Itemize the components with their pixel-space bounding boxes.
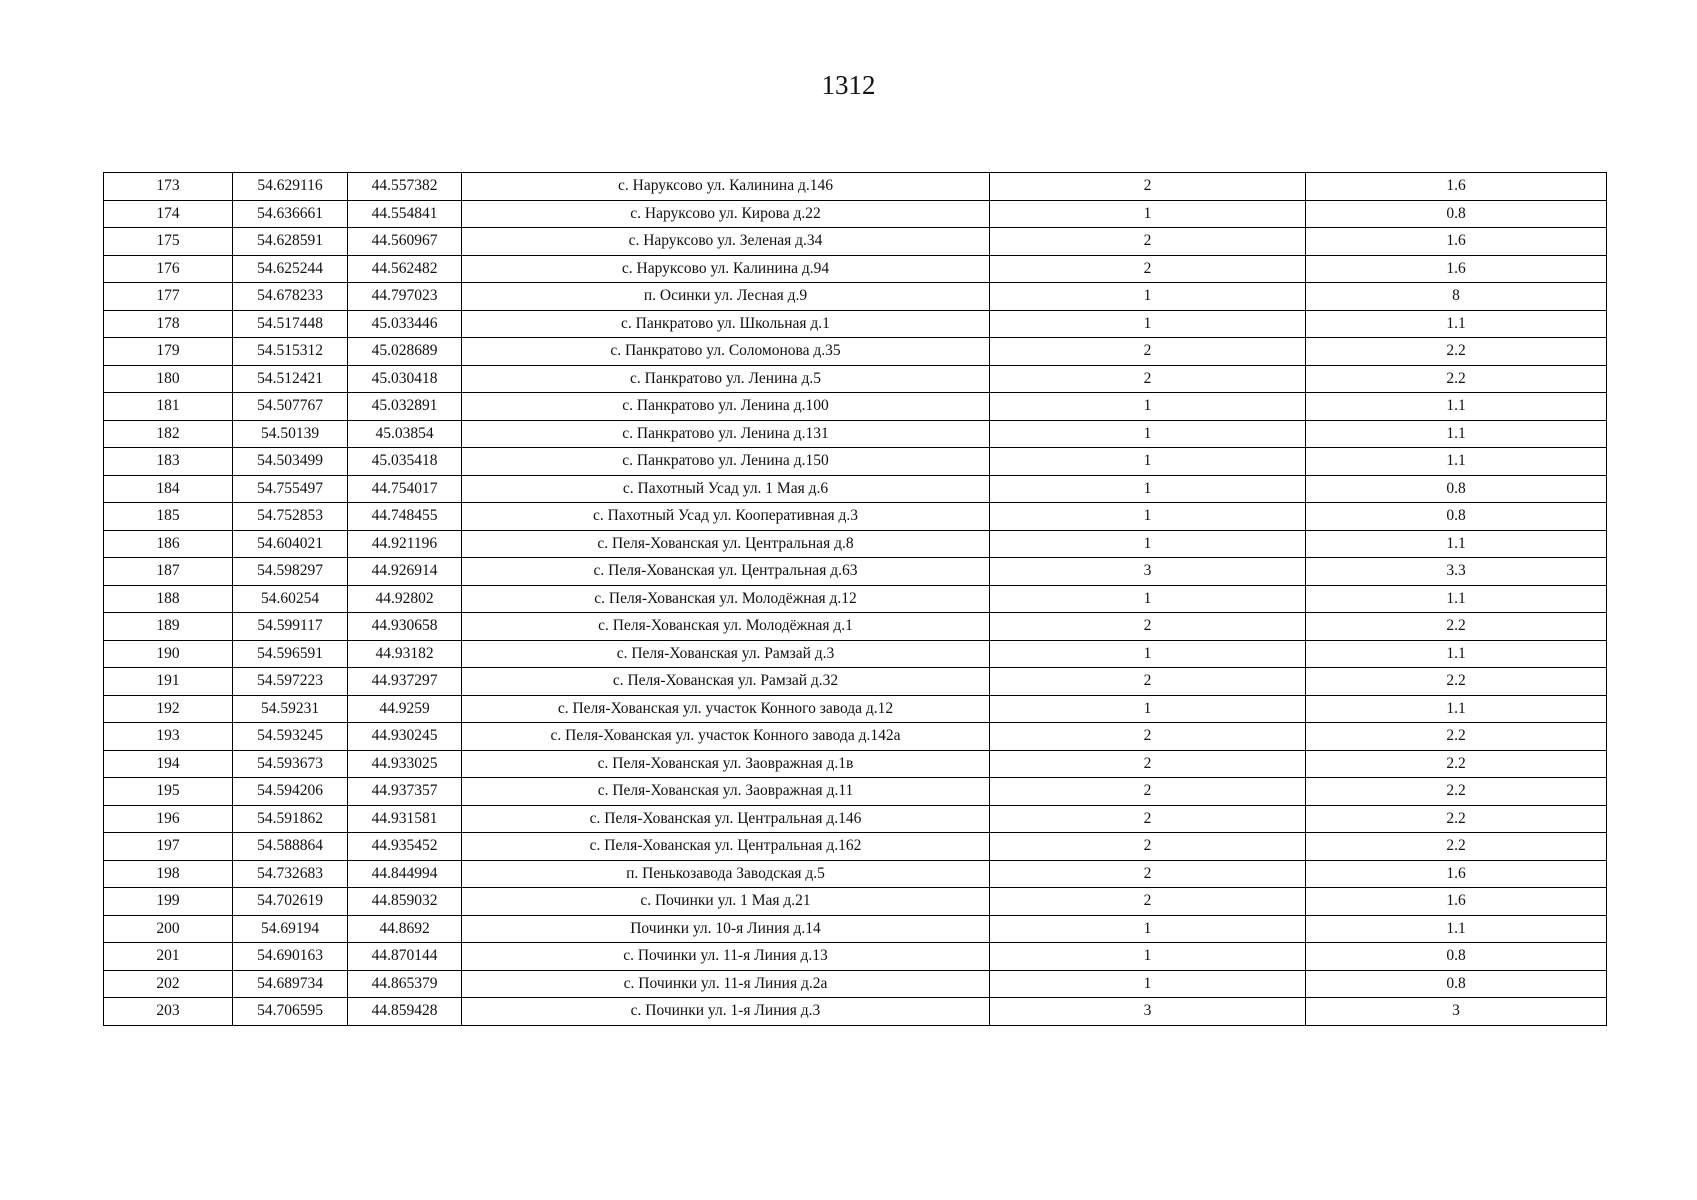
row-number-cell: 173 bbox=[104, 173, 233, 201]
table-row bbox=[104, 448, 1607, 476]
address-cell: п. Пенькозавода Заводская д.5 bbox=[462, 860, 990, 888]
volume-cell: 2.2 bbox=[1306, 338, 1607, 366]
longitude-cell: 44.844994 bbox=[348, 860, 462, 888]
row-number-cell: 188 bbox=[104, 585, 233, 613]
volume-cell: 1.1 bbox=[1306, 585, 1607, 613]
table-row bbox=[104, 283, 1607, 311]
count-cell: 1 bbox=[990, 393, 1306, 421]
latitude-cell: 54.706595 bbox=[233, 998, 348, 1026]
longitude-cell: 45.028689 bbox=[348, 338, 462, 366]
address-cell: с. Пеля-Хованская ул. участок Конного завода д.142а bbox=[462, 723, 990, 751]
address-cell: с. Пеля-Хованская ул. Центральная д.162 bbox=[462, 833, 990, 861]
longitude-cell: 44.859032 bbox=[348, 888, 462, 916]
volume-cell: 1.6 bbox=[1306, 255, 1607, 283]
row-number-cell: 196 bbox=[104, 805, 233, 833]
table-row bbox=[104, 833, 1607, 861]
volume-cell: 2.2 bbox=[1306, 833, 1607, 861]
address-cell: с. Починки ул. 1 Мая д.21 bbox=[462, 888, 990, 916]
count-cell: 2 bbox=[990, 750, 1306, 778]
address-cell: с. Панкратово ул. Ленина д.150 bbox=[462, 448, 990, 476]
latitude-cell: 54.59231 bbox=[233, 695, 348, 723]
volume-cell: 2.2 bbox=[1306, 668, 1607, 696]
row-number-cell: 178 bbox=[104, 310, 233, 338]
row-number-cell: 200 bbox=[104, 915, 233, 943]
count-cell: 2 bbox=[990, 255, 1306, 283]
latitude-cell: 54.690163 bbox=[233, 943, 348, 971]
count-cell: 2 bbox=[990, 833, 1306, 861]
count-cell: 2 bbox=[990, 668, 1306, 696]
row-number-cell: 186 bbox=[104, 530, 233, 558]
table-row bbox=[104, 888, 1607, 916]
address-cell: Починки ул. 10-я Линия д.14 bbox=[462, 915, 990, 943]
volume-cell: 1.1 bbox=[1306, 448, 1607, 476]
count-cell: 2 bbox=[990, 888, 1306, 916]
volume-cell: 2.2 bbox=[1306, 778, 1607, 806]
table-row bbox=[104, 585, 1607, 613]
longitude-cell: 44.933025 bbox=[348, 750, 462, 778]
address-cell: с. Пеля-Хованская ул. Заовражная д.11 bbox=[462, 778, 990, 806]
address-cell: с. Наруксово ул. Калинина д.94 bbox=[462, 255, 990, 283]
row-number-cell: 184 bbox=[104, 475, 233, 503]
row-number-cell: 185 bbox=[104, 503, 233, 531]
latitude-cell: 54.507767 bbox=[233, 393, 348, 421]
table-body bbox=[104, 173, 1607, 1026]
volume-cell: 0.8 bbox=[1306, 475, 1607, 503]
volume-cell: 2.2 bbox=[1306, 365, 1607, 393]
address-cell: с. Пеля-Хованская ул. Заовражная д.1в bbox=[462, 750, 990, 778]
longitude-cell: 44.930658 bbox=[348, 613, 462, 641]
count-cell: 1 bbox=[990, 585, 1306, 613]
longitude-cell: 44.92802 bbox=[348, 585, 462, 613]
row-number-cell: 199 bbox=[104, 888, 233, 916]
volume-cell: 1.6 bbox=[1306, 888, 1607, 916]
address-cell: с. Панкратово ул. Ленина д.131 bbox=[462, 420, 990, 448]
address-cell: с. Пеля-Хованская ул. Центральная д.63 bbox=[462, 558, 990, 586]
latitude-cell: 54.517448 bbox=[233, 310, 348, 338]
row-number-cell: 190 bbox=[104, 640, 233, 668]
table-row bbox=[104, 310, 1607, 338]
table-row bbox=[104, 173, 1607, 201]
row-number-cell: 181 bbox=[104, 393, 233, 421]
latitude-cell: 54.503499 bbox=[233, 448, 348, 476]
longitude-cell: 44.859428 bbox=[348, 998, 462, 1026]
latitude-cell: 54.604021 bbox=[233, 530, 348, 558]
count-cell: 1 bbox=[990, 200, 1306, 228]
longitude-cell: 44.557382 bbox=[348, 173, 462, 201]
address-cell: с. Пеля-Хованская ул. Центральная д.8 bbox=[462, 530, 990, 558]
address-cell: с. Пеля-Хованская ул. Рамзай д.32 bbox=[462, 668, 990, 696]
count-cell: 1 bbox=[990, 503, 1306, 531]
address-cell: с. Пеля-Хованская ул. Молодёжная д.1 bbox=[462, 613, 990, 641]
count-cell: 2 bbox=[990, 723, 1306, 751]
latitude-cell: 54.50139 bbox=[233, 420, 348, 448]
count-cell: 1 bbox=[990, 915, 1306, 943]
volume-cell: 3 bbox=[1306, 998, 1607, 1026]
volume-cell: 1.1 bbox=[1306, 640, 1607, 668]
table-row bbox=[104, 998, 1607, 1026]
address-cell: с. Починки ул. 1-я Линия д.3 bbox=[462, 998, 990, 1026]
volume-cell: 2.2 bbox=[1306, 613, 1607, 641]
count-cell: 3 bbox=[990, 558, 1306, 586]
longitude-cell: 44.554841 bbox=[348, 200, 462, 228]
count-cell: 1 bbox=[990, 943, 1306, 971]
longitude-cell: 44.931581 bbox=[348, 805, 462, 833]
table-row bbox=[104, 970, 1607, 998]
address-cell: с. Наруксово ул. Калинина д.146 bbox=[462, 173, 990, 201]
address-cell: с. Наруксово ул. Зеленая д.34 bbox=[462, 228, 990, 256]
row-number-cell: 203 bbox=[104, 998, 233, 1026]
longitude-cell: 44.562482 bbox=[348, 255, 462, 283]
latitude-cell: 54.755497 bbox=[233, 475, 348, 503]
address-cell: с. Пеля-Хованская ул. участок Конного завода д.12 bbox=[462, 695, 990, 723]
row-number-cell: 197 bbox=[104, 833, 233, 861]
volume-cell: 1.1 bbox=[1306, 310, 1607, 338]
latitude-cell: 54.591862 bbox=[233, 805, 348, 833]
row-number-cell: 183 bbox=[104, 448, 233, 476]
row-number-cell: 177 bbox=[104, 283, 233, 311]
table-row bbox=[104, 640, 1607, 668]
longitude-cell: 45.032891 bbox=[348, 393, 462, 421]
count-cell: 1 bbox=[990, 640, 1306, 668]
count-cell: 1 bbox=[990, 310, 1306, 338]
table-row bbox=[104, 475, 1607, 503]
longitude-cell: 44.937357 bbox=[348, 778, 462, 806]
longitude-cell: 45.03854 bbox=[348, 420, 462, 448]
row-number-cell: 195 bbox=[104, 778, 233, 806]
volume-cell: 1.1 bbox=[1306, 530, 1607, 558]
count-cell: 1 bbox=[990, 695, 1306, 723]
count-cell: 1 bbox=[990, 420, 1306, 448]
row-number-cell: 182 bbox=[104, 420, 233, 448]
latitude-cell: 54.597223 bbox=[233, 668, 348, 696]
longitude-cell: 45.035418 bbox=[348, 448, 462, 476]
volume-cell: 1.1 bbox=[1306, 420, 1607, 448]
count-cell: 2 bbox=[990, 365, 1306, 393]
latitude-cell: 54.625244 bbox=[233, 255, 348, 283]
count-cell: 1 bbox=[990, 475, 1306, 503]
volume-cell: 2.2 bbox=[1306, 805, 1607, 833]
volume-cell: 1.1 bbox=[1306, 695, 1607, 723]
row-number-cell: 180 bbox=[104, 365, 233, 393]
volume-cell: 0.8 bbox=[1306, 970, 1607, 998]
latitude-cell: 54.689734 bbox=[233, 970, 348, 998]
latitude-cell: 54.593673 bbox=[233, 750, 348, 778]
row-number-cell: 202 bbox=[104, 970, 233, 998]
address-cell: п. Осинки ул. Лесная д.9 bbox=[462, 283, 990, 311]
count-cell: 1 bbox=[990, 283, 1306, 311]
address-cell: с. Пеля-Хованская ул. Центральная д.146 bbox=[462, 805, 990, 833]
row-number-cell: 187 bbox=[104, 558, 233, 586]
count-cell: 2 bbox=[990, 338, 1306, 366]
row-number-cell: 193 bbox=[104, 723, 233, 751]
table-row bbox=[104, 503, 1607, 531]
address-cell: с. Пеля-Хованская ул. Молодёжная д.12 bbox=[462, 585, 990, 613]
longitude-cell: 44.9259 bbox=[348, 695, 462, 723]
latitude-cell: 54.596591 bbox=[233, 640, 348, 668]
count-cell: 1 bbox=[990, 448, 1306, 476]
latitude-cell: 54.594206 bbox=[233, 778, 348, 806]
volume-cell: 1.6 bbox=[1306, 173, 1607, 201]
volume-cell: 0.8 bbox=[1306, 503, 1607, 531]
longitude-cell: 44.93182 bbox=[348, 640, 462, 668]
table-row bbox=[104, 750, 1607, 778]
address-cell: с. Панкратово ул. Соломонова д.35 bbox=[462, 338, 990, 366]
table-row bbox=[104, 805, 1607, 833]
row-number-cell: 176 bbox=[104, 255, 233, 283]
table-row bbox=[104, 695, 1607, 723]
latitude-cell: 54.752853 bbox=[233, 503, 348, 531]
row-number-cell: 189 bbox=[104, 613, 233, 641]
address-cell: с. Панкратово ул. Школьная д.1 bbox=[462, 310, 990, 338]
latitude-cell: 54.593245 bbox=[233, 723, 348, 751]
row-number-cell: 201 bbox=[104, 943, 233, 971]
volume-cell: 1.6 bbox=[1306, 860, 1607, 888]
table-row bbox=[104, 778, 1607, 806]
table-row bbox=[104, 530, 1607, 558]
latitude-cell: 54.628591 bbox=[233, 228, 348, 256]
count-cell: 1 bbox=[990, 970, 1306, 998]
latitude-cell: 54.69194 bbox=[233, 915, 348, 943]
address-cell: с. Панкратово ул. Ленина д.5 bbox=[462, 365, 990, 393]
table-row bbox=[104, 613, 1607, 641]
longitude-cell: 44.8692 bbox=[348, 915, 462, 943]
longitude-cell: 44.748455 bbox=[348, 503, 462, 531]
volume-cell: 1.1 bbox=[1306, 393, 1607, 421]
address-cell: с. Починки ул. 11-я Линия д.2а bbox=[462, 970, 990, 998]
row-number-cell: 191 bbox=[104, 668, 233, 696]
longitude-cell: 45.033446 bbox=[348, 310, 462, 338]
data-table bbox=[103, 172, 1607, 1026]
volume-cell: 0.8 bbox=[1306, 943, 1607, 971]
count-cell: 2 bbox=[990, 860, 1306, 888]
address-cell: с. Панкратово ул. Ленина д.100 bbox=[462, 393, 990, 421]
row-number-cell: 192 bbox=[104, 695, 233, 723]
volume-cell: 8 bbox=[1306, 283, 1607, 311]
longitude-cell: 44.797023 bbox=[348, 283, 462, 311]
count-cell: 2 bbox=[990, 778, 1306, 806]
latitude-cell: 54.732683 bbox=[233, 860, 348, 888]
table-row bbox=[104, 200, 1607, 228]
latitude-cell: 54.598297 bbox=[233, 558, 348, 586]
latitude-cell: 54.629116 bbox=[233, 173, 348, 201]
longitude-cell: 44.937297 bbox=[348, 668, 462, 696]
count-cell: 2 bbox=[990, 173, 1306, 201]
volume-cell: 1.1 bbox=[1306, 915, 1607, 943]
longitude-cell: 45.030418 bbox=[348, 365, 462, 393]
count-cell: 2 bbox=[990, 228, 1306, 256]
table-row bbox=[104, 338, 1607, 366]
table-row bbox=[104, 255, 1607, 283]
table-row bbox=[104, 393, 1607, 421]
table-row bbox=[104, 668, 1607, 696]
table-row bbox=[104, 228, 1607, 256]
volume-cell: 3.3 bbox=[1306, 558, 1607, 586]
longitude-cell: 44.865379 bbox=[348, 970, 462, 998]
volume-cell: 2.2 bbox=[1306, 750, 1607, 778]
count-cell: 3 bbox=[990, 998, 1306, 1026]
count-cell: 2 bbox=[990, 805, 1306, 833]
longitude-cell: 44.870144 bbox=[348, 943, 462, 971]
latitude-cell: 54.702619 bbox=[233, 888, 348, 916]
latitude-cell: 54.515312 bbox=[233, 338, 348, 366]
latitude-cell: 54.636661 bbox=[233, 200, 348, 228]
latitude-cell: 54.599117 bbox=[233, 613, 348, 641]
longitude-cell: 44.935452 bbox=[348, 833, 462, 861]
latitude-cell: 54.512421 bbox=[233, 365, 348, 393]
page-number: 1312 bbox=[821, 70, 876, 100]
address-cell: с. Наруксово ул. Кирова д.22 bbox=[462, 200, 990, 228]
address-cell: с. Пахотный Усад ул. 1 Мая д.6 bbox=[462, 475, 990, 503]
latitude-cell: 54.60254 bbox=[233, 585, 348, 613]
count-cell: 1 bbox=[990, 530, 1306, 558]
longitude-cell: 44.926914 bbox=[348, 558, 462, 586]
longitude-cell: 44.921196 bbox=[348, 530, 462, 558]
latitude-cell: 54.588864 bbox=[233, 833, 348, 861]
row-number-cell: 194 bbox=[104, 750, 233, 778]
table-row bbox=[104, 915, 1607, 943]
table-row bbox=[104, 943, 1607, 971]
address-cell: с. Починки ул. 11-я Линия д.13 bbox=[462, 943, 990, 971]
latitude-cell: 54.678233 bbox=[233, 283, 348, 311]
table-row bbox=[104, 723, 1607, 751]
table-row bbox=[104, 860, 1607, 888]
table-row bbox=[104, 558, 1607, 586]
row-number-cell: 175 bbox=[104, 228, 233, 256]
table-row bbox=[104, 420, 1607, 448]
table-row bbox=[104, 365, 1607, 393]
row-number-cell: 179 bbox=[104, 338, 233, 366]
address-cell: с. Пеля-Хованская ул. Рамзай д.3 bbox=[462, 640, 990, 668]
longitude-cell: 44.930245 bbox=[348, 723, 462, 751]
row-number-cell: 174 bbox=[104, 200, 233, 228]
count-cell: 2 bbox=[990, 613, 1306, 641]
address-cell: с. Пахотный Усад ул. Кооперативная д.3 bbox=[462, 503, 990, 531]
row-number-cell: 198 bbox=[104, 860, 233, 888]
longitude-cell: 44.754017 bbox=[348, 475, 462, 503]
volume-cell: 1.6 bbox=[1306, 228, 1607, 256]
volume-cell: 2.2 bbox=[1306, 723, 1607, 751]
volume-cell: 0.8 bbox=[1306, 200, 1607, 228]
longitude-cell: 44.560967 bbox=[348, 228, 462, 256]
